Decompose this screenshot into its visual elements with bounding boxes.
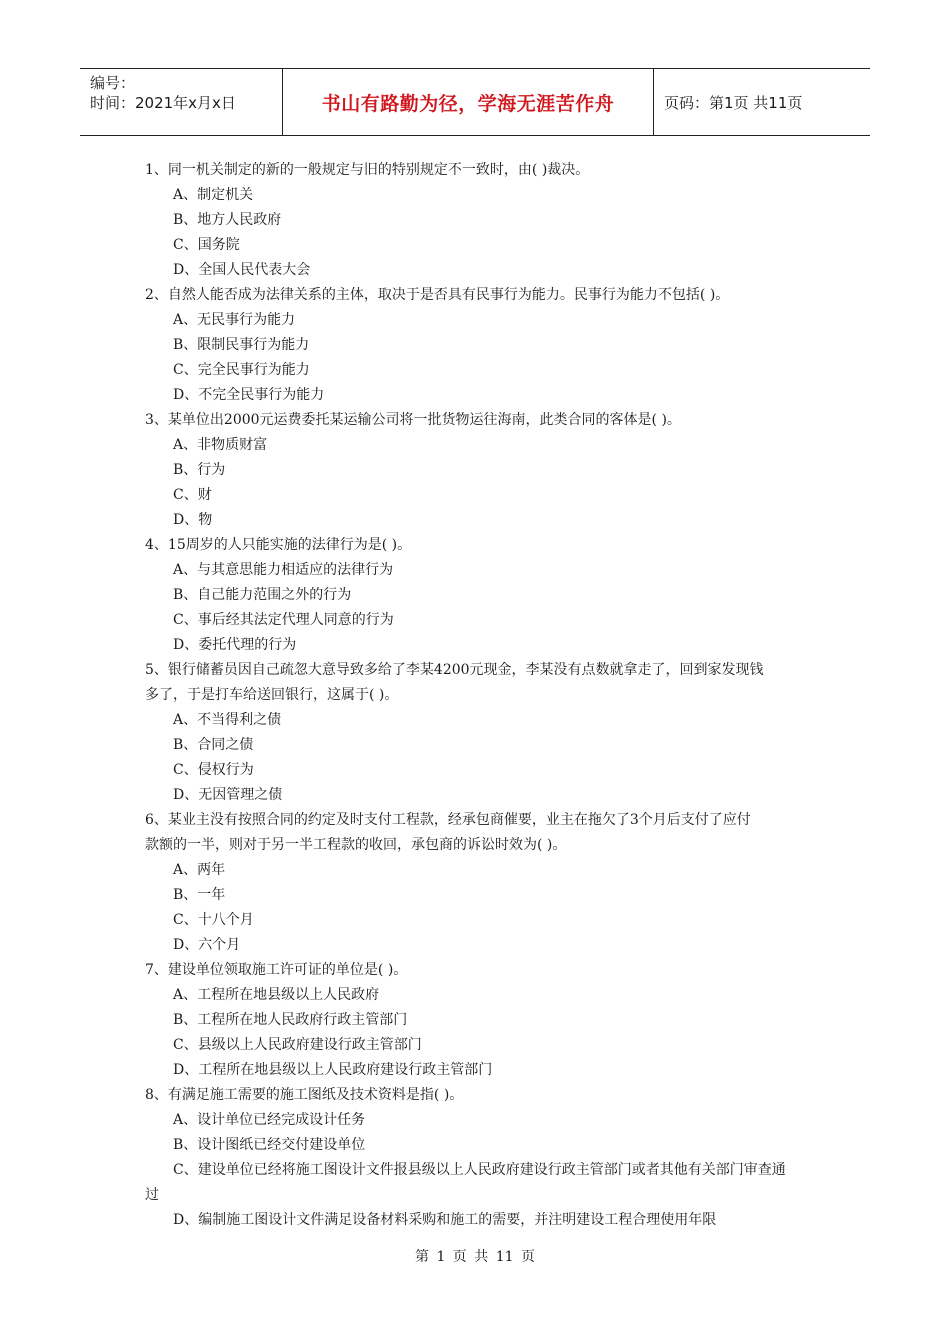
option-4b: B、自己能力范围之外的行为 — [173, 587, 352, 603]
option-3c: C、财 — [173, 487, 212, 503]
page-header — [80, 68, 870, 136]
option-8b: B、设计图纸已经交付建设单位 — [173, 1137, 366, 1153]
option-2b: B、限制民事行为能力 — [173, 337, 310, 353]
option-5d: D、无因管理之债 — [173, 787, 283, 803]
option-2a: A、无民事行为能力 — [173, 312, 296, 328]
question-8: 8、有满足施工需要的施工图纸及技术资料是指( )。 — [145, 1087, 464, 1103]
option-1a: A、制定机关 — [173, 187, 254, 203]
option-8d: D、编制施工图设计文件满足设备材料采购和施工的需要，并注明建设工程合理使用年限 — [173, 1212, 717, 1228]
option-5c: C、侵权行为 — [173, 762, 254, 778]
option-4a: A、与其意思能力相适应的法律行为 — [173, 562, 394, 578]
option-1b: B、地方人民政府 — [173, 212, 282, 228]
option-1c: C、国务院 — [173, 237, 240, 253]
question-2: 2、自然人能否成为法律关系的主体，取决于是否具有民事行为能力。民事行为能力不包括( )。 — [145, 287, 730, 303]
question-6-line1: 6、某业主没有按照合同的约定及时支付工程款，经承包商催要，业主在拖欠了3个月后支付了应付 — [145, 812, 751, 828]
option-8c-line2: 过 — [145, 1187, 159, 1203]
option-6c: C、十八个月 — [173, 912, 254, 928]
option-1d: D、全国人民代表大会 — [173, 262, 311, 278]
option-7b: B、工程所在地人民政府行政主管部门 — [173, 1012, 408, 1028]
option-2c: C、完全民事行为能力 — [173, 362, 310, 378]
option-4c: C、事后经其法定代理人同意的行为 — [173, 612, 394, 628]
question-5-line2: 多了，于是打车给送回银行，这属于( )。 — [145, 687, 399, 703]
question-6-line2: 款额的一半，则对于另一半工程款的收回，承包商的诉讼时效为( )。 — [145, 837, 567, 853]
question-list — [145, 158, 810, 1233]
option-3d: D、物 — [173, 512, 213, 528]
motto: 书山有路勤为径，学海无涯苦作舟 — [321, 92, 615, 115]
question-7: 7、建设单位领取施工许可证的单位是( )。 — [145, 962, 408, 978]
page-footer: 第 1 页 共 11 页 — [415, 1249, 535, 1265]
question-3: 3、某单位出2000元运费委托某运输公司将一批货物运往海南，此类合同的客体是( )。 — [145, 412, 681, 428]
option-3a: A、非物质财富 — [173, 437, 268, 453]
option-3b: B、行为 — [173, 462, 226, 478]
option-5a: A、不当得利之债 — [173, 712, 282, 728]
header-motto-cell — [282, 69, 654, 135]
option-8c-line1: C、建设单位已经将施工图设计文件报县级以上人民政府建设行政主管部门或者其他有关部门审查通 — [173, 1162, 786, 1178]
question-5-line1: 5、银行储蓄员因自己疏忽大意导致多给了李某4200元现金，李某没有点数就拿走了，回到家发现钱 — [145, 662, 764, 678]
header-page-info: 页码：第1页 共11页 — [664, 93, 803, 112]
option-2d: D、不完全民事行为能力 — [173, 387, 325, 403]
option-6a: A、两年 — [173, 862, 226, 878]
option-6b: B、一年 — [173, 887, 226, 903]
option-4d: D、委托代理的行为 — [173, 637, 297, 653]
option-7d: D、工程所在地县级以上人民政府建设行政主管部门 — [173, 1062, 493, 1078]
code-label: 编号： — [90, 74, 136, 92]
header-meta — [80, 69, 282, 135]
question-4: 4、15周岁的人只能实施的法律行为是( )。 — [145, 537, 412, 553]
option-7c: C、县级以上人民政府建设行政主管部门 — [173, 1037, 422, 1053]
option-6d: D、六个月 — [173, 937, 241, 953]
option-7a: A、工程所在地县级以上人民政府 — [173, 987, 380, 1003]
option-8a: A、设计单位已经完成设计任务 — [173, 1112, 366, 1128]
question-1: 1、同一机关制定的新的一般规定与旧的特别规定不一致时，由( )裁决。 — [145, 162, 590, 178]
option-5b: B、合同之债 — [173, 737, 254, 753]
time-label: 时间：2021年x月x日 — [90, 94, 236, 112]
